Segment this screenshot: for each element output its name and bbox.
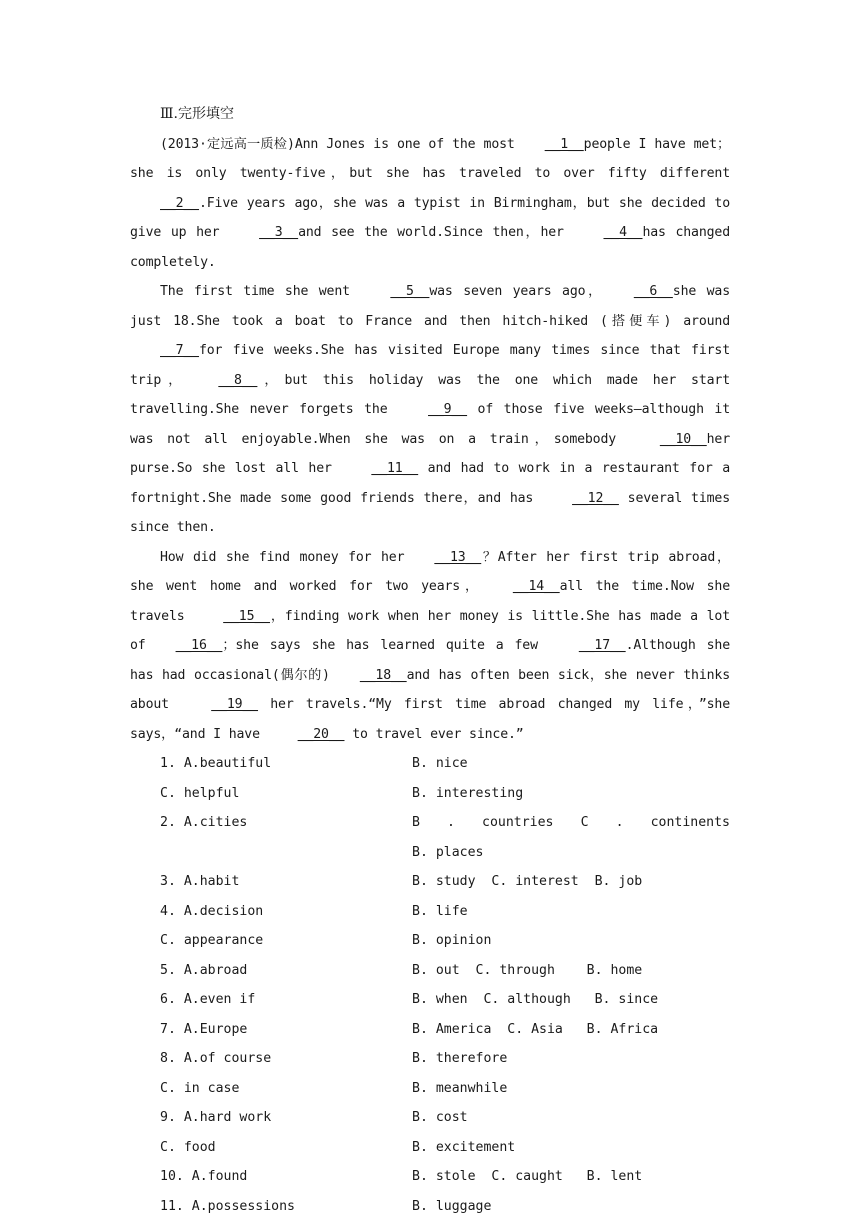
passage-text: How did she find money for her [160,550,404,565]
blank-slot: __15__ [193,602,270,632]
passage-text: her travels.“My first time abroad changed my life，”she says，“and I have [130,697,730,742]
passage-text: .Although she has had occasional(偶尔的) [130,638,730,683]
section-title: Ⅲ.完形填空 [130,100,730,130]
blank-slot: __5__ [360,277,429,307]
option-text: B. places [412,845,483,860]
option-right [412,1192,730,1221]
option-text: B. nice [412,756,468,771]
passage-text: to travel ever since.” [344,727,523,742]
option-row [130,1044,730,1074]
option-left: 11. A.possessions [130,1192,412,1221]
option-text: B [412,808,420,838]
option-left: C. in case [130,1074,412,1104]
blank-slot: __6__ [604,277,673,307]
blank-slot: __18__ [330,661,407,691]
option-left [130,838,412,868]
passage-text: of those five weeks—although it was not all enjoyable.When she was on a train，somebody [130,402,730,447]
option-left: 8. A.of course [130,1044,412,1074]
passage-text: her purse.So she lost all her [130,432,730,477]
option-text: B. excitement [412,1140,515,1155]
option-right [412,838,730,868]
option-text: B. stole C. caught B. lent [412,1169,642,1184]
passage-text: and had to work in a restaurant for a fortnight.She made some good friends there，and has [130,461,730,506]
option-row [130,1192,730,1221]
blank-slot: __7__ [130,336,199,366]
option-text: B. interesting [412,786,523,801]
option-row [130,1015,730,1045]
option-row [130,926,730,956]
option-right [412,956,730,986]
passage-text: and see the world.Since then，her [298,225,573,240]
option-left: 2. A.cities [130,808,412,838]
blank-slot: __13__ [404,543,481,573]
passage-text: ；she says she has learned quite a few [222,638,548,653]
passage-text: .Five years ago，she was a typist in Birmingham，but she decided to give up her [130,196,730,241]
option-text: B. study C. interest B. job [412,874,642,889]
option-text: B. America C. Asia B. Africa [412,1022,658,1037]
passage-text: ？After her first trip abroad，she went home and worked for two years， [130,550,730,595]
blank-slot: __2__ [130,189,199,219]
option-text: B. meanwhile [412,1081,507,1096]
passage-text: was seven years ago， [429,284,603,299]
option-right [412,1044,730,1074]
blank-slot: __3__ [229,218,298,248]
blank-slot: __9__ [398,395,467,425]
option-left: C. helpful [130,779,412,809]
option-text: . [616,808,624,838]
option-text: B. opinion [412,933,491,948]
blank-slot: __10__ [630,425,707,455]
option-right [412,1074,730,1104]
option-text: B. therefore [412,1051,507,1066]
option-row [130,1074,730,1104]
option-right [412,926,730,956]
passage-text: ，but this holiday was the one which made her start travelling.She never forgets the [130,373,730,418]
blank-slot: __8__ [188,366,257,396]
option-text: B. out C. through B. home [412,963,642,978]
blank-slot: __20__ [268,720,345,750]
passage-paragraph [130,130,730,278]
option-row [130,1103,730,1133]
passage-paragraph [130,277,730,543]
option-row [130,897,730,927]
option-row [130,1162,730,1192]
option-text: B. cost [412,1110,468,1125]
option-left: 10. A.found [130,1162,412,1192]
blank-slot: __14__ [483,572,560,602]
answer-options [130,749,730,1221]
option-row [130,985,730,1015]
option-row [130,1133,730,1163]
blank-slot: __4__ [573,218,642,248]
blank-slot: __17__ [549,631,626,661]
option-right [412,749,730,779]
blank-slot: __1__ [515,130,584,160]
option-left: 5. A.abroad [130,956,412,986]
option-left: 4. A.decision [130,897,412,927]
option-row [130,808,730,838]
option-text: continents [651,808,730,838]
document-page [130,100,730,1221]
option-left: C. food [130,1133,412,1163]
passage-text: and has often been sick，she never thinks about [130,668,730,713]
option-right [412,779,730,809]
option-text: countries [482,808,553,838]
option-left: 3. A.habit [130,867,412,897]
passage-text: (2013·定远高一质检)Ann Jones is one of the most [160,137,515,152]
option-text: B. life [412,904,468,919]
option-left: 7. A.Europe [130,1015,412,1045]
option-right [412,808,730,838]
option-right [412,867,730,897]
option-right [412,1133,730,1163]
passage-text: she was just 18.She took a boat to France and then hitch-hiked (搭便车) around [130,284,730,329]
option-right [412,985,730,1015]
option-right [412,1162,730,1192]
option-row [130,838,730,868]
blank-slot: __16__ [146,631,223,661]
option-text: B. when C. although B. since [412,992,658,1007]
blank-slot: __11__ [341,454,418,484]
passage-text: people I have met；she is only twenty-five，but she has traveled to over fifty different [130,137,730,182]
passage-text: ，finding work when her money is little.She has made a lot of [130,609,730,654]
blank-slot: __19__ [181,690,258,720]
option-row [130,867,730,897]
option-left: 6. A.even if [130,985,412,1015]
passage-text: has changed completely. [130,225,730,270]
option-row [130,749,730,779]
option-left: 1. A.beautiful [130,749,412,779]
option-right [412,1015,730,1045]
option-left: C. appearance [130,926,412,956]
option-text: . [447,808,455,838]
option-left: 9. A.hard work [130,1103,412,1133]
passage-text: several times since then. [130,491,730,536]
option-row [130,779,730,809]
option-right [412,1103,730,1133]
option-right [412,897,730,927]
passage-text: The first time she went [160,284,360,299]
passage-paragraph [130,543,730,750]
option-text: C [581,808,589,838]
option-row [130,956,730,986]
passage-text: for five weeks.She has visited Europe many times since that first trip， [130,343,730,388]
passage-text: all the time.Now she travels [130,579,730,624]
cloze-passage [130,130,730,750]
blank-slot: __12__ [542,484,619,514]
option-text: B. luggage [412,1199,491,1214]
